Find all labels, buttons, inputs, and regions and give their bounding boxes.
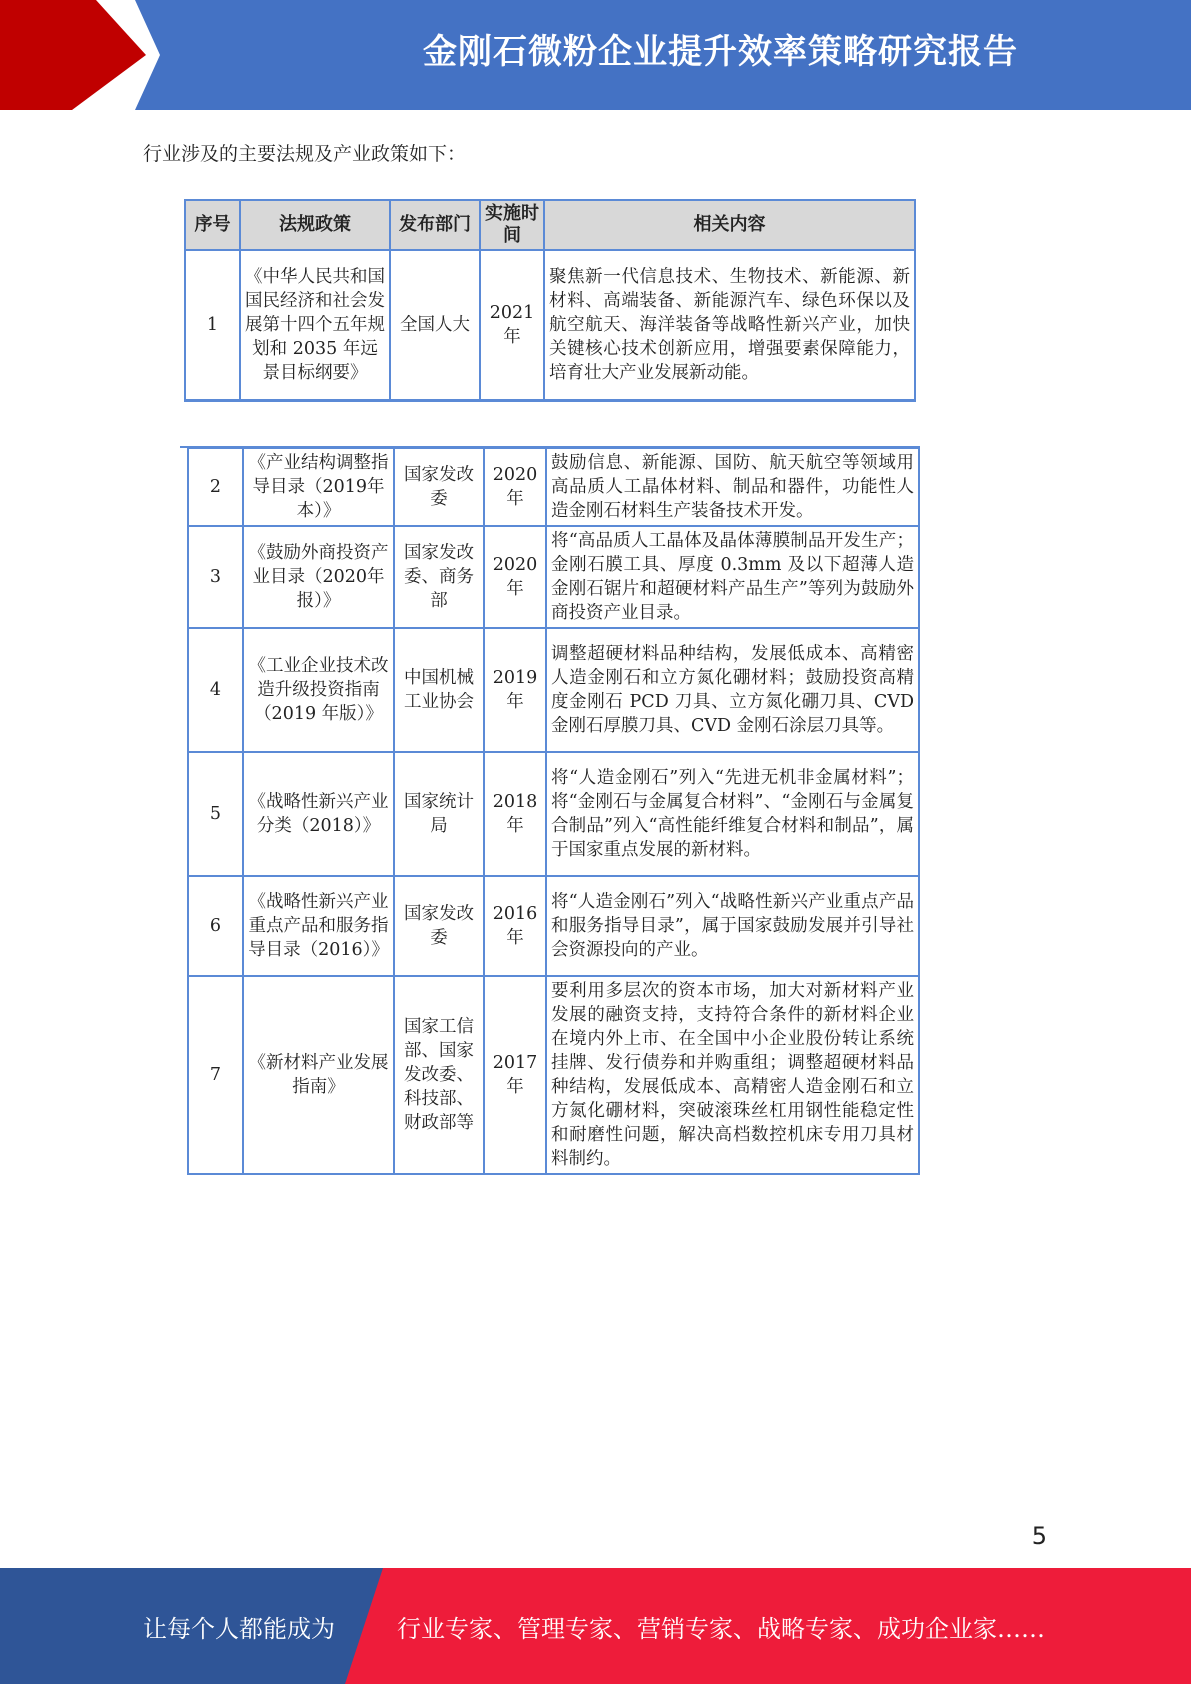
header-content: 相关内容 (544, 200, 915, 250)
page-header (0, 0, 1191, 110)
policy-table-part-1 (184, 199, 916, 402)
row-policy-name: 《战略性新兴产业重点产品和服务指导目录（2016）》 (243, 876, 394, 976)
header-no: 序号 (185, 200, 240, 250)
row-year: 2019年 (484, 628, 546, 752)
table-row (188, 752, 919, 876)
page-number: 5 (1031, 1522, 1047, 1550)
row-year: 2020年 (484, 448, 546, 526)
row-policy-name: 《工业企业技术改造升级投资指南（2019 年版）》 (243, 628, 394, 752)
row-dept: 全国人大 (390, 250, 480, 400)
table-header-row (185, 200, 915, 250)
row-dept: 国家工信部、国家发改委、科技部、财政部等 (394, 976, 484, 1174)
row-content: 将“人造金刚石”列入“战略性新兴产业重点产品和服务指导目录”，属于国家鼓励发展并引导社会资源投向的产业。 (546, 876, 919, 976)
row-year: 2016年 (484, 876, 546, 976)
row-dept: 国家发改委、商务部 (394, 526, 484, 628)
row-content: 要利用多层次的资本市场，加大对新材料产业发展的融资支持，支持符合条件的新材料企业在境内外上市、在全国中小企业股份转让系统挂牌、发行债券和并购重组；调整超硬材料品种结构，发展低成本、高精密人造金刚石和立方氮化硼材料，突破滚珠丝杠用钢性能稳定性和耐磨性问题，解决高档数控机床专用刀具材料制约。 (546, 976, 919, 1174)
document-title: 金刚石微粉企业提升效率策略研究报告 (423, 32, 1018, 72)
row-no: 1 (185, 250, 240, 400)
row-no: 6 (188, 876, 243, 976)
row-no: 7 (188, 976, 243, 1174)
row-policy-name: 《战略性新兴产业分类（2018）》 (243, 752, 394, 876)
page-footer (0, 1568, 1191, 1684)
row-dept: 国家统计局 (394, 752, 484, 876)
row-policy-name: 《鼓励外商投资产业目录（2020年报）》 (243, 526, 394, 628)
row-year: 2020年 (484, 526, 546, 628)
row-content: 鼓励信息、新能源、国防、航天航空等领域用高品质人工晶体材料、制品和器件，功能性人造金刚石材料生产装备技术开发。 (546, 448, 919, 526)
table-row (188, 526, 919, 628)
table-row (188, 976, 919, 1174)
row-no: 3 (188, 526, 243, 628)
row-no: 5 (188, 752, 243, 876)
row-dept: 国家发改委 (394, 448, 484, 526)
row-no: 4 (188, 628, 243, 752)
row-year: 2021年 (480, 250, 544, 400)
row-year: 2017年 (484, 976, 546, 1174)
policy-table-part-2 (187, 447, 920, 1175)
header-chevron-decoration (0, 0, 160, 110)
footer-slogan-left: 让每个人都能成为 (143, 1615, 335, 1643)
row-year: 2018年 (484, 752, 546, 876)
table-row (188, 876, 919, 976)
row-policy-name: 《产业结构调整指导目录（2019年本）》 (243, 448, 394, 526)
row-content: 调整超硬材料品种结构，发展低成本、高精密人造金刚石和立方氮化硼材料；鼓励投资高精度金刚石 PCD 刀具、立方氮化硼刀具、CVD 金刚石厚膜刀具、CVD 金刚石涂层刀具等。 (546, 628, 919, 752)
row-policy-name: 《中华人民共和国国民经济和社会发展第十四个五年规划和 2035 年远景目标纲要》 (240, 250, 390, 400)
footer-slogan-right: 行业专家、管理专家、营销专家、战略专家、成功企业家…… (397, 1615, 1045, 1643)
row-content: 将“人造金刚石”列入“先进无机非金属材料”；将“金刚石与金属复合材料”、“金刚石与金属复合制品”列入“高性能纤维复合材料和制品”，属于国家重点发展的新材料。 (546, 752, 919, 876)
header-name: 法规政策 (240, 200, 390, 250)
row-dept: 中国机械工业协会 (394, 628, 484, 752)
table-row (185, 250, 915, 400)
intro-text: 行业涉及的主要法规及产业政策如下： (143, 143, 467, 165)
row-content: 聚焦新一代信息技术、生物技术、新能源、新材料、高端装备、新能源汽车、绿色环保以及航空航天、海洋装备等战略性新兴产业，加快关键核心技术创新应用，增强要素保障能力，培育壮大产业发展新动能。 (544, 250, 915, 400)
row-no: 2 (188, 448, 243, 526)
row-policy-name: 《新材料产业发展指南》 (243, 976, 394, 1174)
header-year: 实施时间 (480, 200, 544, 250)
table-row (188, 448, 919, 526)
row-dept: 国家发改委 (394, 876, 484, 976)
row-content: 将“高品质人工晶体及晶体薄膜制品开发生产；金刚石膜工具、厚度 0.3mm 及以下超薄人造金刚石锯片和超硬材料产品生产”等列为鼓励外商投资产业目录。 (546, 526, 919, 628)
header-dept: 发布部门 (390, 200, 480, 250)
table-row (188, 628, 919, 752)
